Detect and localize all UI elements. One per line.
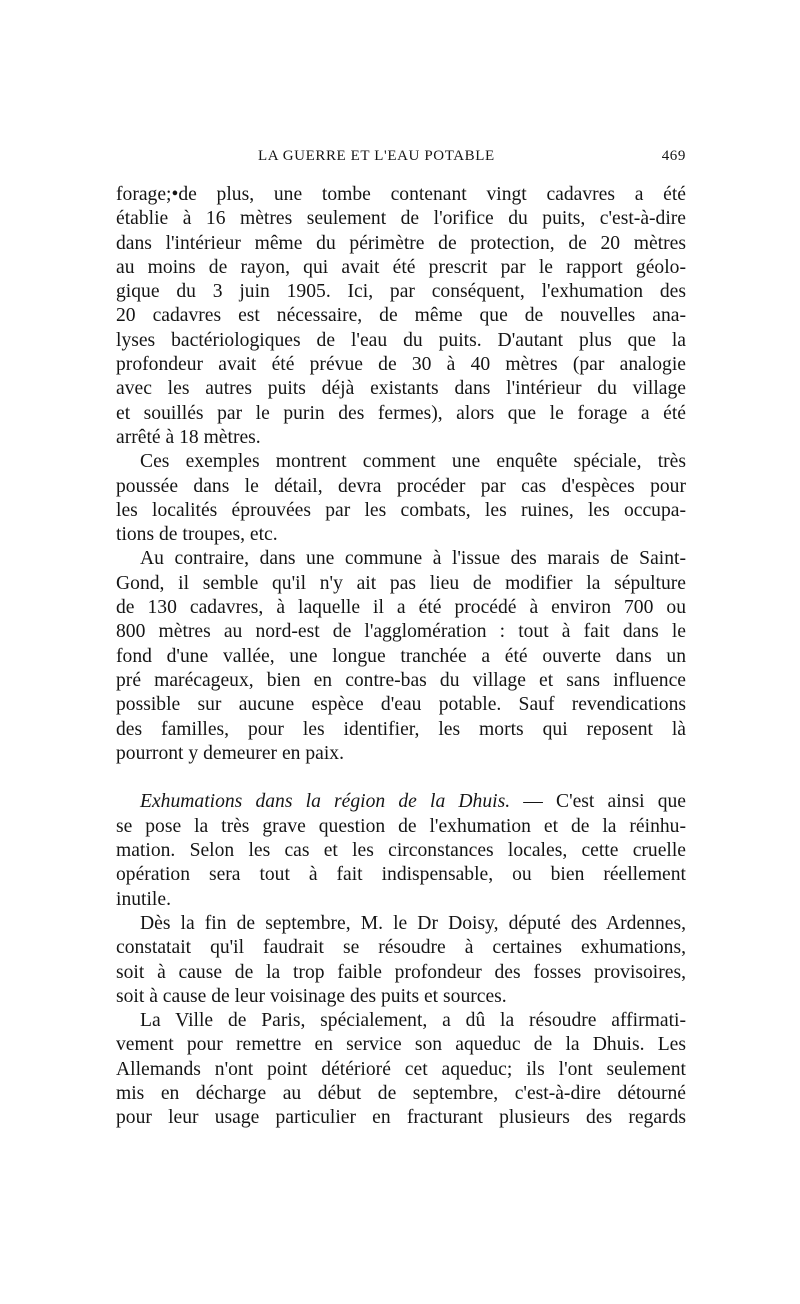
text-line: mis en décharge au début de septembre, c'est-à-dire détourné: [116, 1082, 686, 1104]
text-line: inutile.: [116, 888, 171, 910]
text-line: et souillés par le purin des fermes), alors que le forage a été: [116, 402, 686, 424]
text-line: se pose la très grave question de l'exhumation et de la réinhu-: [116, 815, 686, 837]
text-line: possible sur aucune espèce d'eau potable. Sauf revendications: [116, 694, 686, 716]
text-line: Ces exemples montrent comment une enquête spéciale, très: [140, 451, 686, 473]
text-line: La Ville de Paris, spécialement, a dû la résoudre affirmati-: [140, 1010, 686, 1032]
text-line: profondeur avait été prévue de 30 à 40 mètres (par analogie: [116, 354, 686, 376]
text-line: Dès la fin de septembre, M. le Dr Doisy, député des Ardennes,: [140, 912, 686, 934]
text-line: mation. Selon les cas et les circonstances locales, cette cruelle: [116, 840, 686, 862]
section-title-rest: — C'est ainsi que: [510, 791, 686, 813]
text-line: forage;•de plus, une tombe contenant vingt cadavres a été: [116, 184, 686, 205]
paragraph-gap: [116, 766, 686, 790]
text-line: avec les autres puits déjà existants dans l'intérieur du village: [116, 378, 686, 400]
section-title: Exhumations dans la région de la Dhuis.: [140, 791, 511, 813]
text-line: au moins de rayon, qui avait été prescrit par le rapport géolo-: [116, 256, 686, 278]
text-line: tions de troupes, etc.: [116, 524, 278, 546]
text-line: poussée dans le détail, devra procéder par cas d'espèces pour: [116, 475, 686, 497]
text-line: Au contraire, dans une commune à l'issue des marais de Saint-: [140, 548, 686, 570]
text-line: 800 mètres au nord-est de l'agglomération : tout à fait dans le: [116, 621, 686, 643]
text-line: arrêté à 18 mètres.: [116, 426, 261, 448]
text-line: Allemands n'ont point détérioré cet aqueduc; ils l'ont seulement: [116, 1058, 686, 1080]
text-line: fond d'une vallée, une longue tranchée a été ouverte dans un: [116, 645, 686, 667]
section-heading-line: [116, 790, 686, 814]
text-line: les localités éprouvées par les combats, les ruines, les occupa-: [116, 499, 686, 521]
running-head: [116, 148, 686, 170]
text-line: gique du 3 juin 1905. Ici, par conséquent, l'exhumation des: [116, 281, 686, 303]
page-number: 469: [661, 148, 686, 164]
text-line: de 130 cadavres, à laquelle il a été procédé à environ 700 ou: [116, 597, 686, 619]
text-line: soit à cause de leur voisinage des puits et sources.: [116, 985, 507, 1007]
text-line: pour leur usage particulier en fracturant plusieurs des regards: [116, 1107, 686, 1129]
running-title: LA GUERRE ET L'EAU POTABLE: [258, 148, 495, 164]
text-line: vement pour remettre en service son aqueduc de la Dhuis. Les: [116, 1034, 686, 1056]
text-line: lyses bactériologiques de l'eau du puits. D'autant plus que la: [116, 329, 686, 351]
body-text: [116, 183, 686, 1131]
text-line: constatait qu'il faudrait se résoudre à certaines exhumations,: [116, 937, 686, 959]
text-line: opération sera tout à fait indispensable, ou bien réellement: [116, 864, 686, 886]
text-line: pré marécageux, bien en contre-bas du village et sans influence: [116, 669, 686, 691]
text-line: pourront y demeurer en paix.: [116, 742, 344, 764]
text-line: Gond, il semble qu'il n'y ait pas lieu de modifier la sépulture: [116, 572, 686, 594]
text-line: 20 cadavres est nécessaire, de même que de nouvelles ana-: [116, 305, 686, 327]
text-line: soit à cause de la trop faible profondeur des fosses provisoires,: [116, 961, 686, 983]
text-line: des familles, pour les identifier, les morts qui reposent là: [116, 718, 686, 740]
text-line: dans l'intérieur même du périmètre de protection, de 20 mètres: [116, 232, 686, 254]
text-line: établie à 16 mètres seulement de l'orifice du puits, c'est-à-dire: [116, 208, 686, 230]
